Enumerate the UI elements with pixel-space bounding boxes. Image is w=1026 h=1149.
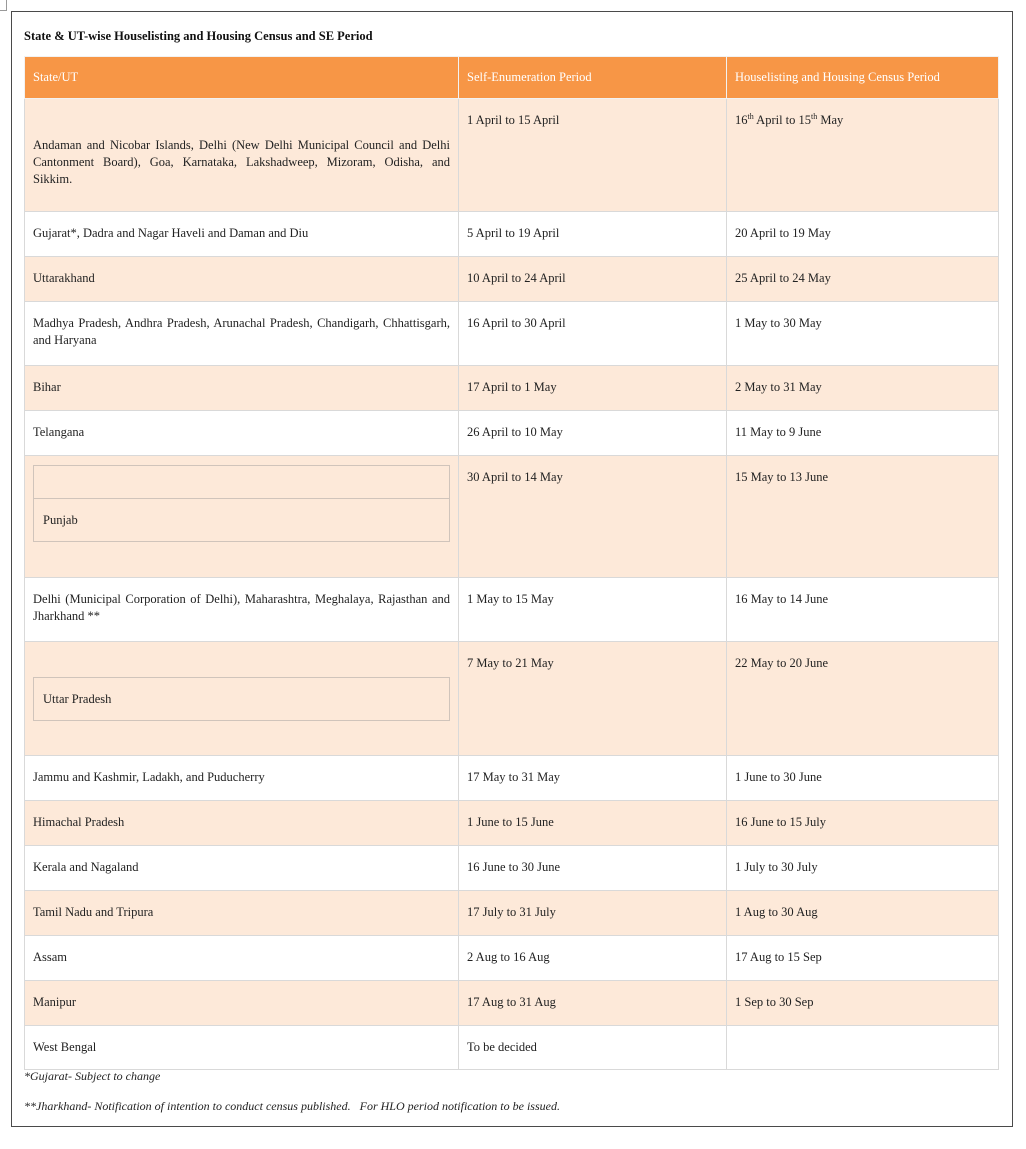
footnote-gujarat: *Gujarat- Subject to change: [24, 1069, 161, 1083]
se-period-cell: 1 June to 15 June: [459, 801, 727, 846]
table-row: [25, 366, 999, 411]
nested-state-box: Punjab: [33, 465, 450, 542]
se-period-cell: To be decided: [459, 1026, 727, 1070]
se-period-cell: 16 April to 30 April: [459, 302, 727, 366]
hlo-period-cell: 16 May to 14 June: [727, 578, 999, 642]
se-period-cell: 17 April to 1 May: [459, 366, 727, 411]
table-row: [25, 456, 999, 578]
state-cell: Delhi (Municipal Corporation of Delhi), Maharashtra, Meghalaya, Rajasthan and Jharkhand **: [25, 578, 459, 642]
state-cell: Tamil Nadu and Tripura: [25, 891, 459, 936]
table-row: [25, 642, 999, 756]
hlo-period-cell: 1 June to 30 June: [727, 756, 999, 801]
table-row: [25, 801, 999, 846]
hlo-period-cell: 1 Aug to 30 Aug: [727, 891, 999, 936]
state-cell: Bihar: [25, 366, 459, 411]
header-self-enumeration-period: Self-Enumeration Period: [459, 57, 727, 99]
table-row: [25, 846, 999, 891]
header-state-ut: State/UT: [25, 57, 459, 99]
state-cell: Gujarat*, Dadra and Nagar Haveli and Daman and Diu: [25, 212, 459, 257]
se-period-cell: 17 Aug to 31 Aug: [459, 981, 727, 1026]
se-period-cell: 1 April to 15 April: [459, 99, 727, 212]
state-cell: Jammu and Kashmir, Ladakh, and Puducherry: [25, 756, 459, 801]
hlo-period-cell: 1 July to 30 July: [727, 846, 999, 891]
hlo-period-cell: 2 May to 31 May: [727, 366, 999, 411]
hlo-period-cell: 17 Aug to 15 Sep: [727, 936, 999, 981]
table-header-row: [25, 57, 999, 99]
table-row: [25, 1026, 999, 1070]
state-cell: Manipur: [25, 981, 459, 1026]
table-row: [25, 99, 999, 212]
state-cell: Uttarakhand: [25, 257, 459, 302]
state-cell: Madhya Pradesh, Andhra Pradesh, Arunachal Pradesh, Chandigarh, Chhattisgarh, and Haryana: [25, 302, 459, 366]
hlo-period-cell: 22 May to 20 June: [727, 642, 999, 756]
hlo-period-cell: 1 Sep to 30 Sep: [727, 981, 999, 1026]
hlo-period-cell: 11 May to 9 June: [727, 411, 999, 456]
state-cell: Himachal Pradesh: [25, 801, 459, 846]
hlo-period-cell: 16th April to 15th May: [727, 99, 999, 212]
page-corner-mark: [0, 0, 7, 11]
table-row: [25, 212, 999, 257]
se-period-cell: 7 May to 21 May: [459, 642, 727, 756]
hlo-period-cell: 1 May to 30 May: [727, 302, 999, 366]
table-row: [25, 981, 999, 1026]
state-cell: Assam: [25, 936, 459, 981]
state-cell: [25, 642, 459, 756]
state-cell: [25, 456, 459, 578]
table-row: [25, 411, 999, 456]
table-row: [25, 257, 999, 302]
hlo-period-cell: 25 April to 24 May: [727, 257, 999, 302]
nested-state-box: Uttar Pradesh: [33, 677, 450, 721]
se-period-cell: 1 May to 15 May: [459, 578, 727, 642]
state-cell: [25, 99, 459, 212]
hlo-period-cell: 16 June to 15 July: [727, 801, 999, 846]
state-cell: Telangana: [25, 411, 459, 456]
se-period-cell: 17 July to 31 July: [459, 891, 727, 936]
hlo-period-cell: 20 April to 19 May: [727, 212, 999, 257]
se-period-cell: 5 April to 19 April: [459, 212, 727, 257]
table-row: [25, 578, 999, 642]
header-houselisting-period: Houselisting and Housing Census Period: [727, 57, 999, 99]
se-period-cell: 26 April to 10 May: [459, 411, 727, 456]
state-cell: Kerala and Nagaland: [25, 846, 459, 891]
state-cell: West Bengal: [25, 1026, 459, 1070]
table-title: State & UT-wise Houselisting and Housing Census and SE Period: [24, 29, 373, 43]
se-period-cell: 16 June to 30 June: [459, 846, 727, 891]
se-period-cell: 10 April to 24 April: [459, 257, 727, 302]
state-text: Andaman and Nicobar Islands, Delhi (New Delhi Municipal Council and Delhi Cantonment Board), Goa, Karnataka, Lakshadweep, Mizoram, Odisha, and Sikkim.: [33, 137, 450, 186]
se-period-cell: 2 Aug to 16 Aug: [459, 936, 727, 981]
table-row: [25, 936, 999, 981]
table-row: [25, 756, 999, 801]
hlo-period-cell: 15 May to 13 June: [727, 456, 999, 578]
table-row: [25, 891, 999, 936]
hlo-period-cell: [727, 1026, 999, 1070]
census-schedule-table: [24, 56, 999, 1070]
table-row: [25, 302, 999, 366]
footnote-jharkhand: **Jharkhand- Notification of intention to conduct census published. For HLO period notification to be issued.: [24, 1099, 560, 1113]
se-period-cell: 30 April to 14 May: [459, 456, 727, 578]
se-period-cell: 17 May to 31 May: [459, 756, 727, 801]
